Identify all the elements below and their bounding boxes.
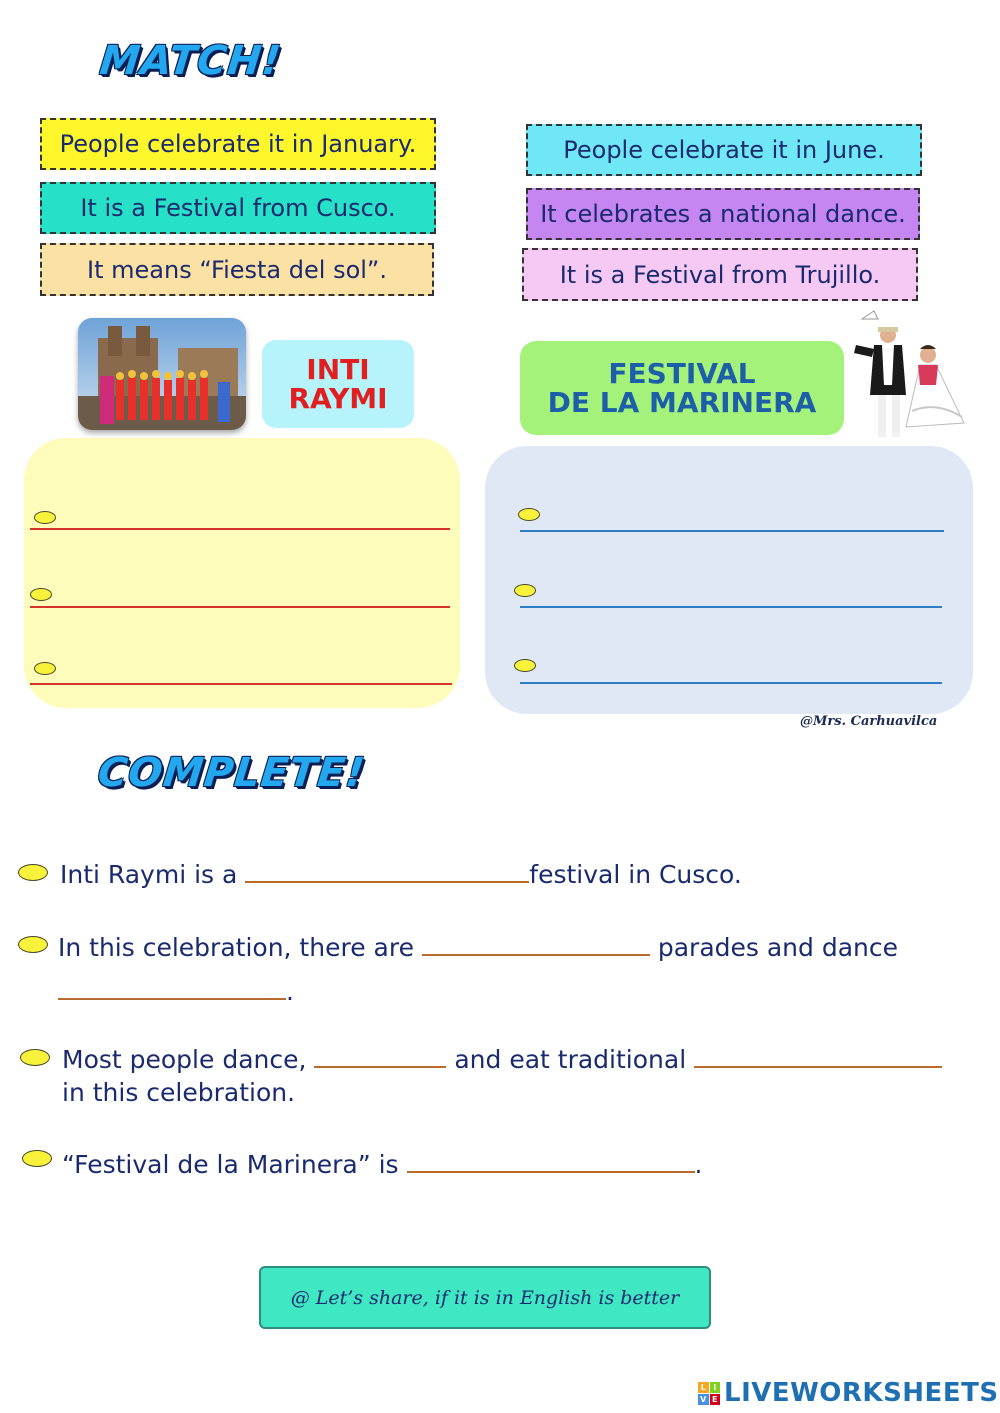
inti-label-line2: RAYMI <box>288 382 388 415</box>
bullet-icon <box>18 936 48 953</box>
clue-trujillo[interactable]: It is a Festival from Trujillo. <box>522 248 918 301</box>
sentence-2-cont <box>58 972 294 1006</box>
clue-fiesta-del-sol[interactable]: It means “Fiesta del sol”. <box>40 243 434 296</box>
liveworksheets-logo-icon <box>698 1382 720 1404</box>
answer-line[interactable] <box>520 530 944 532</box>
sentence-3 <box>62 1040 942 1074</box>
answer-line[interactable] <box>30 606 450 608</box>
marinera-dancers-photo <box>848 305 968 447</box>
inti-raymi-label <box>262 340 414 428</box>
bullet-icon <box>22 1150 52 1167</box>
sentence-4-end: . <box>694 1150 703 1179</box>
sentence-1 <box>60 855 742 889</box>
liveworksheets-name: LIVEWORKSHEETS <box>724 1378 999 1408</box>
logo-letter: I <box>710 1382 721 1393</box>
sentence-1-start: Inti Raymi is a <box>60 860 246 889</box>
sentence-4-start: “Festival de la Marinera” is <box>62 1150 407 1179</box>
clue-june[interactable]: People celebrate it in June. <box>526 124 922 176</box>
logo-letter: L <box>698 1382 709 1393</box>
sentence-2-middle: parades and dance <box>649 933 899 962</box>
answer-line[interactable] <box>30 683 452 685</box>
share-banner: @ Let’s share, if it is in English is better <box>259 1266 711 1329</box>
inti-raymi-answer-box[interactable] <box>24 438 460 708</box>
bullet-icon <box>34 511 56 524</box>
blank-1[interactable] <box>245 855 529 883</box>
bullet-icon <box>514 584 536 597</box>
answer-line[interactable] <box>520 606 942 608</box>
marinera-label-line1: FESTIVAL <box>608 356 756 390</box>
logo-letter: E <box>710 1394 721 1405</box>
sentence-3-start: Most people dance, <box>62 1045 315 1074</box>
sentence-1-end: festival in Cusco. <box>529 860 742 889</box>
bullet-icon <box>20 1049 50 1066</box>
bullet-icon <box>18 864 48 881</box>
marinera-answer-box[interactable] <box>485 446 973 714</box>
blank-5[interactable] <box>694 1040 942 1068</box>
author-credit: @Mrs. Carhuavilca <box>800 714 938 729</box>
sentence-4 <box>62 1145 702 1179</box>
clue-national-dance[interactable]: It celebrates a national dance. <box>526 188 920 240</box>
sentence-2 <box>58 928 898 962</box>
blank-6[interactable] <box>407 1145 695 1173</box>
bullet-icon <box>30 588 52 601</box>
sentence-3-middle: and eat traditional <box>446 1045 695 1074</box>
complete-title: COMPLETE! <box>95 750 368 796</box>
match-title: MATCH! <box>97 38 284 84</box>
answer-line[interactable] <box>30 528 450 530</box>
blank-2[interactable] <box>422 928 650 956</box>
blank-4[interactable] <box>314 1040 446 1068</box>
inti-raymi-photo <box>78 318 246 430</box>
logo-letter: V <box>698 1394 709 1405</box>
bullet-icon <box>514 659 536 672</box>
bullet-icon <box>34 662 56 675</box>
inti-label-line1: INTI <box>306 352 370 386</box>
blank-3[interactable] <box>58 972 286 1000</box>
bullet-icon <box>518 508 540 521</box>
clue-cusco[interactable]: It is a Festival from Cusco. <box>40 182 436 234</box>
sentence-2-end: . <box>286 977 294 1006</box>
answer-line[interactable] <box>520 682 942 684</box>
sentence-3-cont: in this celebration. <box>62 1078 296 1107</box>
marinera-label <box>520 341 844 435</box>
marinera-label-line2: DE LA MARINERA <box>547 386 817 419</box>
liveworksheets-brand <box>698 1378 999 1408</box>
clue-january[interactable]: People celebrate it in January. <box>40 118 436 170</box>
sentence-2-start: In this celebration, there are <box>58 933 422 962</box>
